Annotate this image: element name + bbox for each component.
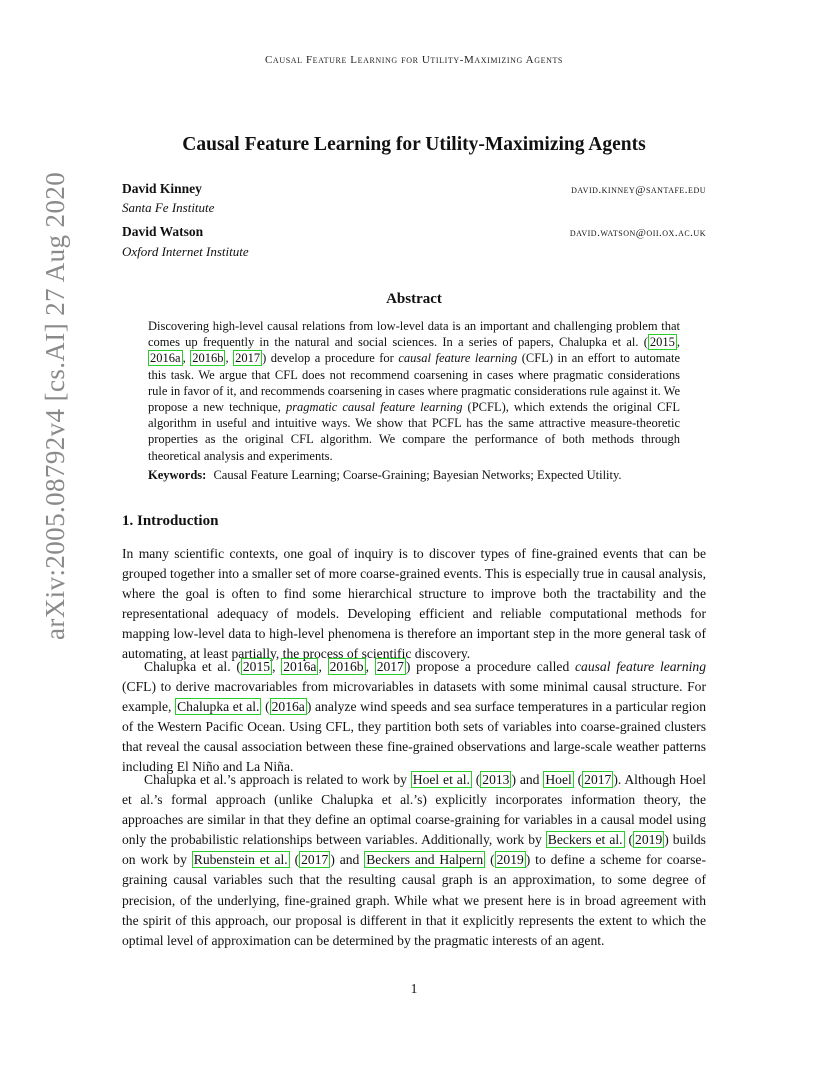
author-email[interactable]: david.watson@oii.ox.ac.uk [569,227,706,239]
citation-link[interactable]: Beckers et al. [547,832,623,848]
author-affiliation: Santa Fe Institute [122,200,215,215]
citation-link[interactable]: 2016a [283,659,317,674]
citation-link[interactable]: 2019 [635,832,663,848]
keywords-label: Keywords: [148,468,207,482]
citation-link[interactable]: 2017 [301,852,329,868]
citation-link[interactable]: Hoel et al. [412,772,470,787]
arxiv-identifier-stamp[interactable]: arXiv:2005.08792v4 [cs.AI] 27 Aug 2020 [40,171,70,640]
page-number: 1 [410,981,418,996]
abstract-text: Discovering high-level causal relations from low-level data is an important and challenging problem that comes up frequently in the natural and social sciences. In a series of papers, Chalupka et al. ( 2015 , 2016a , 2016b , 2017 ) develop a procedure for causal feature learning (CFL) in an effort to automate this task. We argue that CFL does not recommend coarsening in cases where pragmatic considerations rule in favor of it, and recommends coarsening in cases where pragmatic considerations rule against it. We propose a new technique, pragmatic causal feature learning (PCFL), which extends the original CFL algorithm in useful and intuitive ways. We show that PCFL has the same attractive measure-theoretic properties as the original CFL algorithm. We compare the performance of both methods through theoretical analysis and experiments. [148,319,681,463]
citation-link[interactable]: Beckers and Halpern [366,852,484,868]
citation-link[interactable]: 2016a [150,351,181,366]
paper-title: Causal Feature Learning for Utility-Maximizing Agents [182,134,646,155]
citation-link[interactable]: 2016a [271,699,305,715]
body-paragraph: In many scientific contexts, one goal of inquiry is to discover types of fine-grained events that can be grouped together into a smaller set of more coarse-grained events. This is especially true in causal analysis, where the goal is often to find some hierarchical structure to improve both the tractability and the representational adequacy of models. Developing efficient and reliable computational methods for mapping low-level data to high-level phenomena is therefore an important step in the more general task of automating, at least partially, the process of scientific discovery. [122,546,706,662]
citation-link[interactable]: 2019 [496,852,524,868]
author-email[interactable]: david.kinney@santafe.edu [571,184,706,196]
citation-link[interactable]: 2016b [329,659,364,674]
citation-link[interactable]: Rubenstein et al. [193,852,288,868]
author-name: David Watson [122,224,204,239]
body-paragraph: Chalupka et al.’s approach is related to work by Hoel et al. ( 2013 ) and Hoel ( 2017 ). Although Hoel et al.’s formal approach (unlike Chalupka et al.’s) explicitly incorporates information theory, the approaches are similar in that they define an optimal coarse-graining for variables in a causal model using only the probabilistic relationships between variables. Additionally, work by Beckers et al. ( 2019 ) builds on work by Rubenstein et al. ( 2017 ) and Beckers and Halpern ( 2019 ) to define a scheme for coarse-graining causal variables such that the resulting causal graph is an approximation, to some degree of precision, of the underlying, fine-grained graph. While what we present here is in broad agreement with the spirit of this approach, our proposal is different in that it explicitly represents the extent to which the optimal level of approximation can be determined by the pragmatic interests of an agent. [122,772,706,948]
running-head: Causal Feature Learning for Utility-Maximizing Agents [265,54,563,66]
keywords [148,468,708,483]
citation-link[interactable]: 2017 [235,351,261,366]
citation-link[interactable]: 2017 [584,772,612,787]
abstract-heading: Abstract [386,291,442,307]
citation-link[interactable]: 2015 [649,335,675,350]
keywords-list: Causal Feature Learning; Coarse-Graining; Bayesian Networks; Expected Utility. [213,468,622,482]
citation-link[interactable]: Hoel [545,772,572,787]
section-heading: 1. Introduction [122,513,219,529]
body-paragraph: Chalupka et al. ( 2015 , 2016a , 2016b , 2017 ) propose a procedure called causal feature learning (CFL) to derive macrovariables from microvariables in datasets with some minimal causal structure. For example, Chalupka et al. ( 2016a ) analyze wind speeds and sea surface temperatures in a particular region of the Western Pacific Ocean. Using CFL, they partition both sets of variables into coarse-grained clusters that reveal the causal association between these fine-grained observations and large-scale weather patterns including El Niño and La Niña. [122,659,707,775]
citation-link[interactable]: 2015 [242,659,271,674]
citation-link[interactable]: 2013 [482,772,510,787]
author-name: David Kinney [122,181,202,196]
citation-link[interactable]: 2016b [192,351,224,366]
citation-link[interactable]: 2017 [376,659,404,674]
author-affiliation: Oxford Internet Institute [122,244,249,259]
citation-link[interactable]: Chalupka et al. [177,699,260,715]
